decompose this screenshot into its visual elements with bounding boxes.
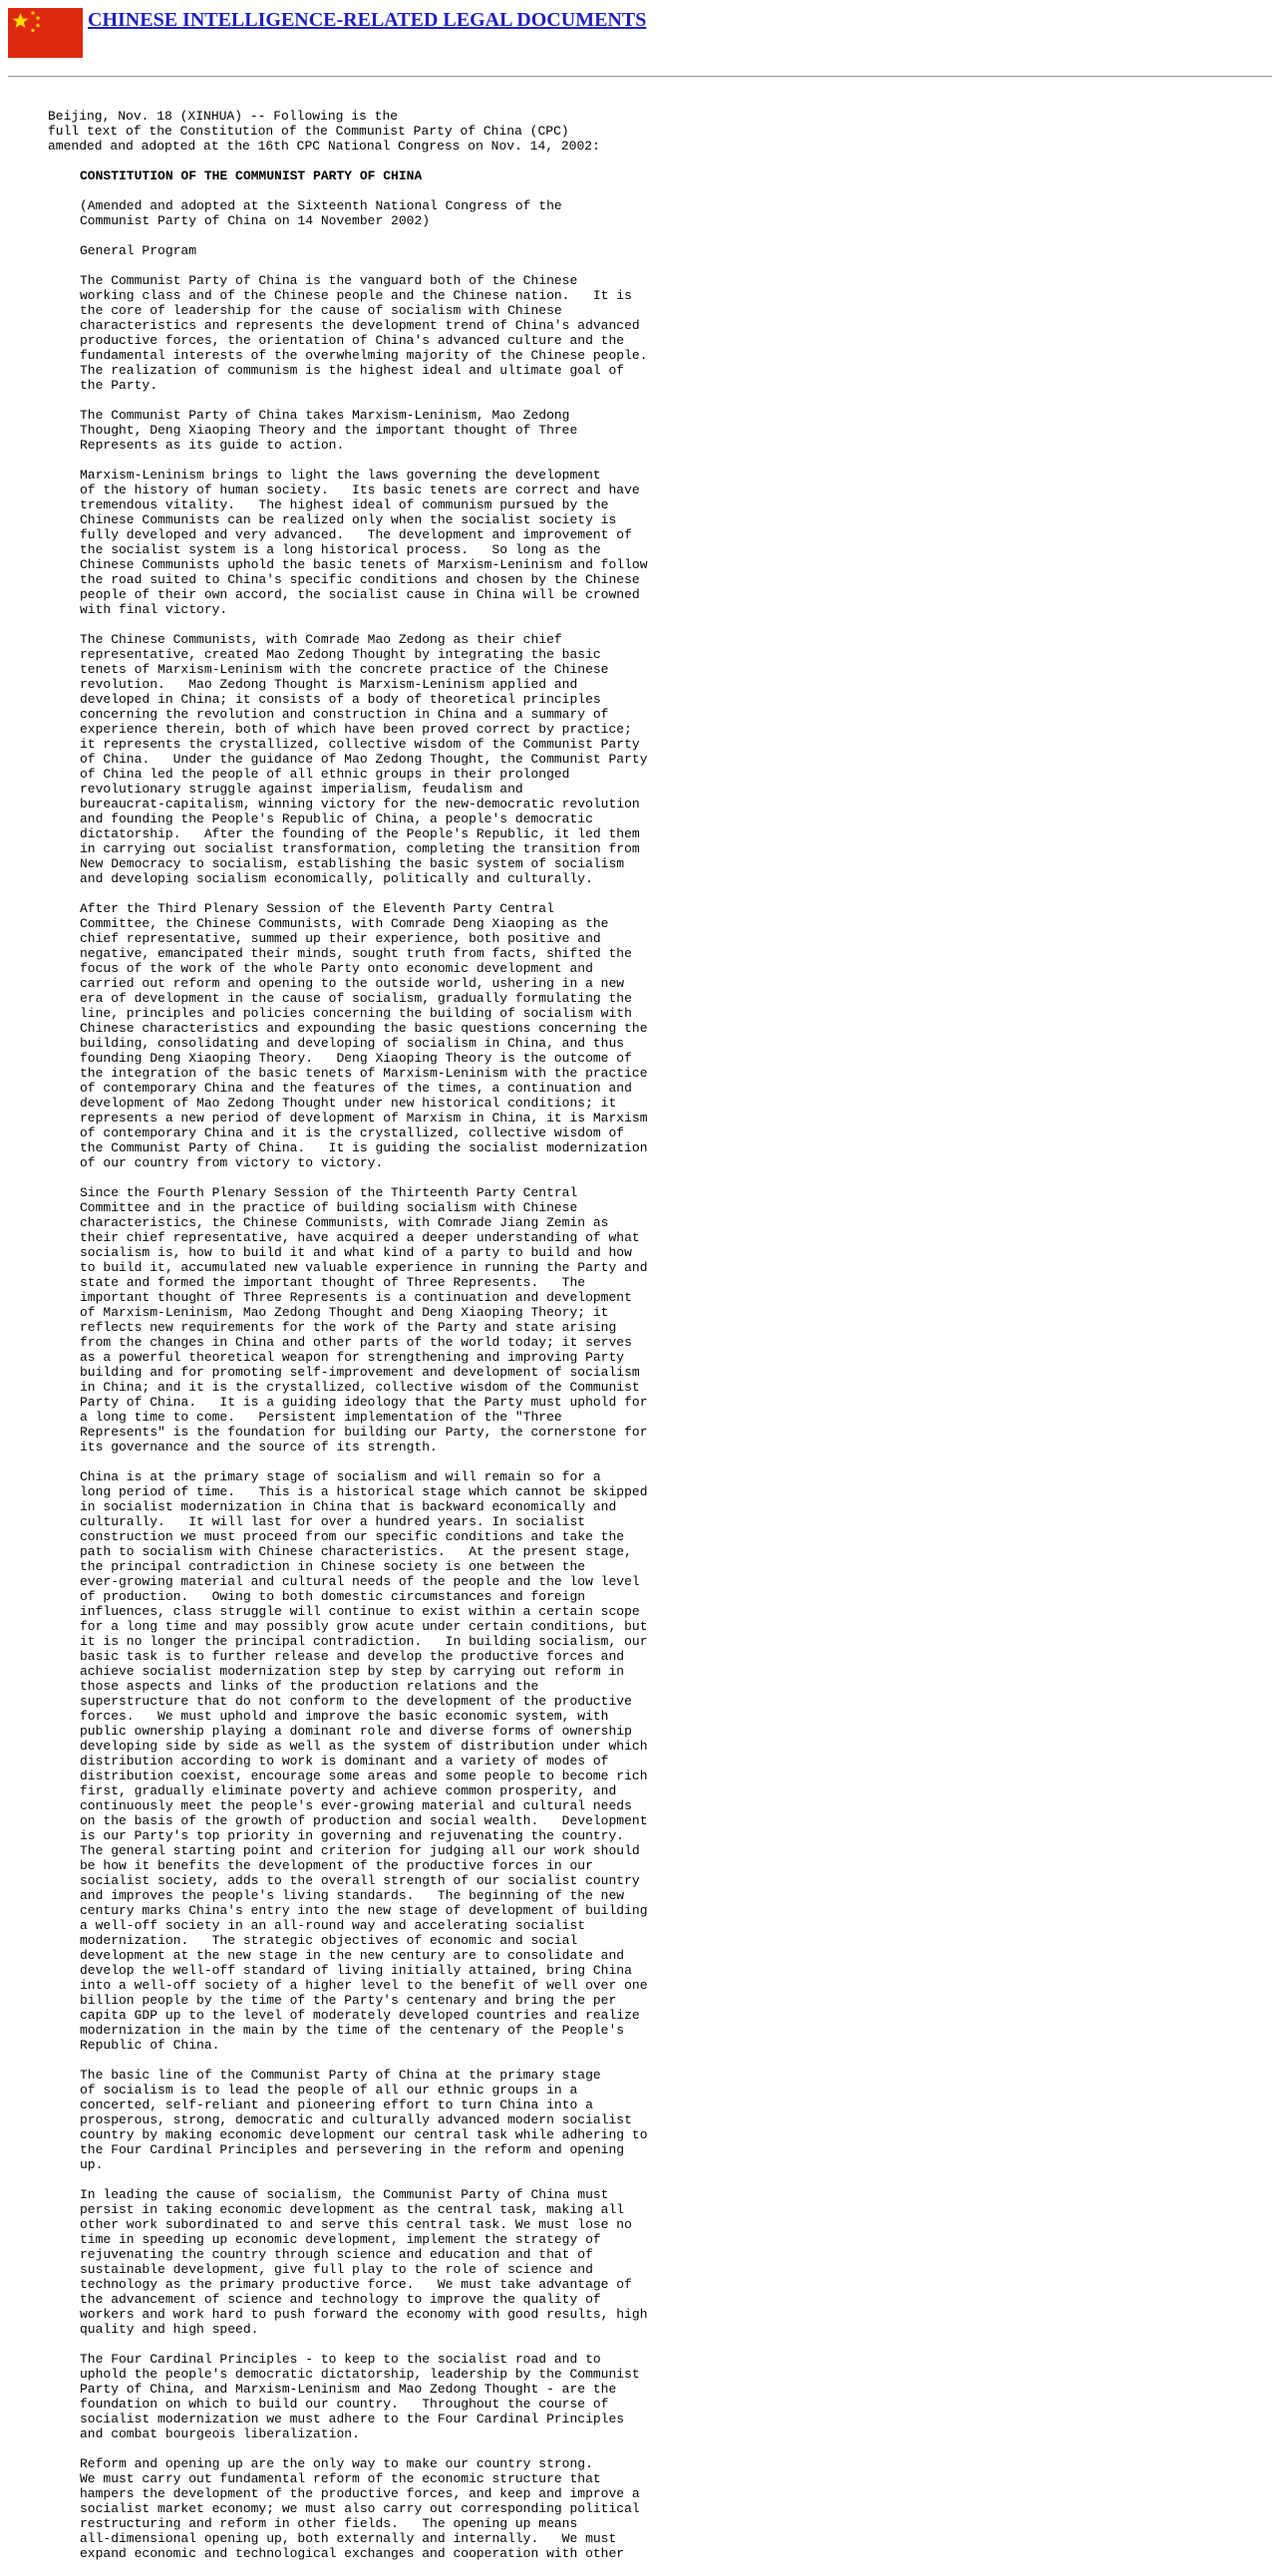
document-body	[48, 109, 686, 2576]
paragraph: Since the Fourth Plenary Session of the Thirteenth Party Central Committee and in the practice of building socialism with Chinese characteristics, the Chinese Communists, with Comrade Jiang Zemin as their chief representative, have acquired a deeper understanding of what socialism is, how to build it and what kind of a party to build and how to build it, accumulated new valuable experience in running the Party and state and formed the important thought of Three Represents. The important thought of Three Represents is a continuation and development of Marxism-Leninism, Mao Zedong Thought and Deng Xiaoping Theory; it reflects new requirements for the work of the Party and state arising from the changes in China and other parts of the world today; it serves as a powerful theoretical weapon for strengthening and improving Party building and for promoting self-improvement and development of socialism in China; and it is the crystallized, collective wisdom of the Communist Party of China. It is a guiding ideology that the Party must uphold for a long time to come. Persistent implementation of the "Three Represents" is the foundation for building our Party, the cornerstone for its governance and the source of its strength.	[80, 1185, 648, 1454]
paragraph: In leading the cause of socialism, the Communist Party of China must persist in taking economic development as the central task, making all other work subordinated to and serve this central task. We must lose no time in speeding up economic development, implement the strategy of rejuvenating the country through science and education and that of sustainable development, give full play to the role of science and technology as the primary productive force. We must take advantage of the advancement of science and technology to improve the quality of workers and work hard to push forward the economy with good results, high quality and high speed.	[80, 2187, 648, 2337]
paragraph: The basic line of the Communist Party of China at the primary stage of socialism is to lead the people of all our ethnic groups in a concerted, self-reliant and pioneering effort to turn China into a prosperous, strong, democratic and culturally advanced modern socialist country by making economic development our central task while adhering to the Four Cardinal Principles and persevering in the reform and opening up.	[80, 2068, 648, 2172]
intro-text: Beijing, Nov. 18 (XINHUA) -- Following is the full text of the Constitution of the Communist Party of China (CPC) amended and adopted at the 16th CPC National Congress on Nov. 14, 2002:	[48, 109, 600, 154]
paragraph: China is at the primary stage of socialism and will remain so for a long period of time. This is a historical stage which cannot be skipped in socialist modernization in China that is backward economically and culturally. It will last for over a hundred years. In socialist construction we must proceed from our specific conditions and take the path to socialism with Chinese characteristics. At the present stage, the principal contradiction in Chinese society is one between the ever-growing material and cultural needs of the people and the low level of production. Owing to both domestic circumstances and foreign influences, class struggle will continue to exist within a certain scope for a long time and may possibly grow acute under certain conditions, but it is no longer the principal contradiction. In building socialism, our basic task is to further release and develop the productive forces and achieve socialist modernization step by step by carrying out reform in those aspects and links of the production relations and the superstructure that do not conform to the development of the productive forces. We must uphold and improve the basic economic system, with public ownership playing a dominant role and diverse forms of ownership developing side by side as well as the system of distribution under which distribution according to work is dominant and a variety of modes of distribution coexist, encourage some areas and some people to become rich first, gradually eliminate poverty and achieve common prosperity, and continuously meet the people's ever-growing material and cultural needs on the basis of the growth of production and social wealth. Development is our Party's top priority in governing and rejuvenating the country. The general starting point and criterion for judging all our work should be how it benefits the development of the productive forces in our socialist society, adds to the overall strength of our socialist country and improves the people's living standards. The beginning of the new century marks China's entry into the new stage of development of building a well-off society in an all-round way and accelerating socialist modernization. The strategic objectives of economic and social development at the new stage in the new century are to consolidate and develop the well-off standard of living initially attained, bring China into a well-off society of a higher level to the benefit of well over one billion people by the time of the Party's centenary and bring the per capita GDP up to the level of moderately developed countries and realize modernization in the main by the time of the centenary of the People's Republic of China.	[80, 1469, 648, 2053]
horizontal-divider	[8, 76, 1272, 78]
paragraph: Marxism-Leninism brings to light the laws governing the development of the history of human society. Its basic tenets are correct and have tremendous vitality. The highest ideal of communism pursued by the Chinese Communists can be realized only when the socialist society is fully developed and very advanced. The development and improvement of the socialist system is a long historical process. So long as the Chinese Communists uphold the basic tenets of Marxism-Leninism and follow the road suited to China's specific conditions and chosen by the Chinese people of their own accord, the socialist cause in China will be crowned with final victory.	[80, 468, 648, 617]
document-heading: CONSTITUTION OF THE COMMUNIST PARTY OF CHINA	[80, 168, 423, 183]
paragraph-list	[48, 273, 686, 2561]
paragraph: The Chinese Communists, with Comrade Mao Zedong as their chief representative, created Mao Zedong Thought by integrating the basic tenets of Marxism-Leninism with the concrete practice of the Chinese revolution. Mao Zedong Thought is Marxism-Leninism applied and developed in China; it consists of a body of theoretical principles concerning the revolution and construction in China and a summary of experience therein, both of which have been proved correct by practice; it represents the crystallized, collective wisdom of the Communist Party of China. Under the guidance of Mao Zedong Thought, the Communist Party of China led the people of all ethnic groups in their prolonged revolutionary struggle against imperialism, feudalism and bureaucrat-capitalism, winning victory for the new-democratic revolution and founding the People's Republic of China, a people's democratic dictatorship. After the founding of the People's Republic, it led them in carrying out socialist transformation, completing the transition from New Democracy to socialism, establishing the basic system of socialism and developing socialism economically, politically and culturally.	[80, 632, 648, 886]
paragraph: The Communist Party of China takes Marxism-Leninism, Mao Zedong Thought, Deng Xiaoping Theory and the important thought of Three Represents as its guide to action.	[80, 408, 578, 453]
china-flag-icon	[8, 8, 83, 58]
adoption-note: (Amended and adopted at the Sixteenth National Congress of the Communist Party of China on 14 November 2002)	[80, 198, 562, 228]
paragraph: Reform and opening up are the only way to make our country strong. We must carry out fundamental reform of the economic structure that hampers the development of the productive forces, and keep and improve a socialist market economy; we must also carry out corresponding political restructuring and reform in other fields. The opening up means all-dimensional opening up, both externally and internally. We must expand economic and technological exchanges and cooperation with other	[80, 2456, 640, 2561]
section-title: General Program	[80, 243, 197, 258]
paragraph: After the Third Plenary Session of the Eleventh Party Central Committee, the Chinese Communists, with Comrade Deng Xiaoping as the chief representative, summed up their experience, both positive and negative, emancipated their minds, sought truth from facts, shifted the focus of the work of the whole Party onto economic development and carried out reform and opening to the outside world, ushering in a new era of development in the cause of socialism, gradually formulating the line, principles and policies concerning the building of socialism with Chinese characteristics and expounding the basic questions concerning the building, consolidating and developing of socialism in China, and thus founding Deng Xiaoping Theory. Deng Xiaoping Theory is the outcome of the integration of the basic tenets of Marxism-Leninism with the practice of contemporary China and the features of the times, a continuation and development of Mao Zedong Thought under new historical conditions; it represents a new period of development of Marxism in China, it is Marxism of contemporary China and it is the crystallized, collective wisdom of the Communist Party of China. It is guiding the socialist modernization of our country from victory to victory.	[80, 901, 648, 1170]
paragraph: The Communist Party of China is the vanguard both of the Chinese working class and of the Chinese people and the Chinese nation. It is the core of leadership for the cause of socialism with Chinese characteristics and represents the development trend of China's advanced productive forces, the orientation of China's advanced culture and the fundamental interests of the overwhelming majority of the Chinese people. The realization of communism is the highest ideal and ultimate goal of the Party.	[80, 273, 648, 393]
site-title-link[interactable]: CHINESE INTELLIGENCE-RELATED LEGAL DOCUMENTS	[88, 9, 647, 31]
paragraph: The Four Cardinal Principles - to keep to the socialist road and to uphold the people's democratic dictatorship, leadership by the Communist Party of China, and Marxism-Leninism and Mao Zedong Thought - are the foundation on which to build our country. Throughout the course of socialist modernization we must adhere to the Four Cardinal Principles and combat bourgeois liberalization.	[80, 2352, 640, 2441]
